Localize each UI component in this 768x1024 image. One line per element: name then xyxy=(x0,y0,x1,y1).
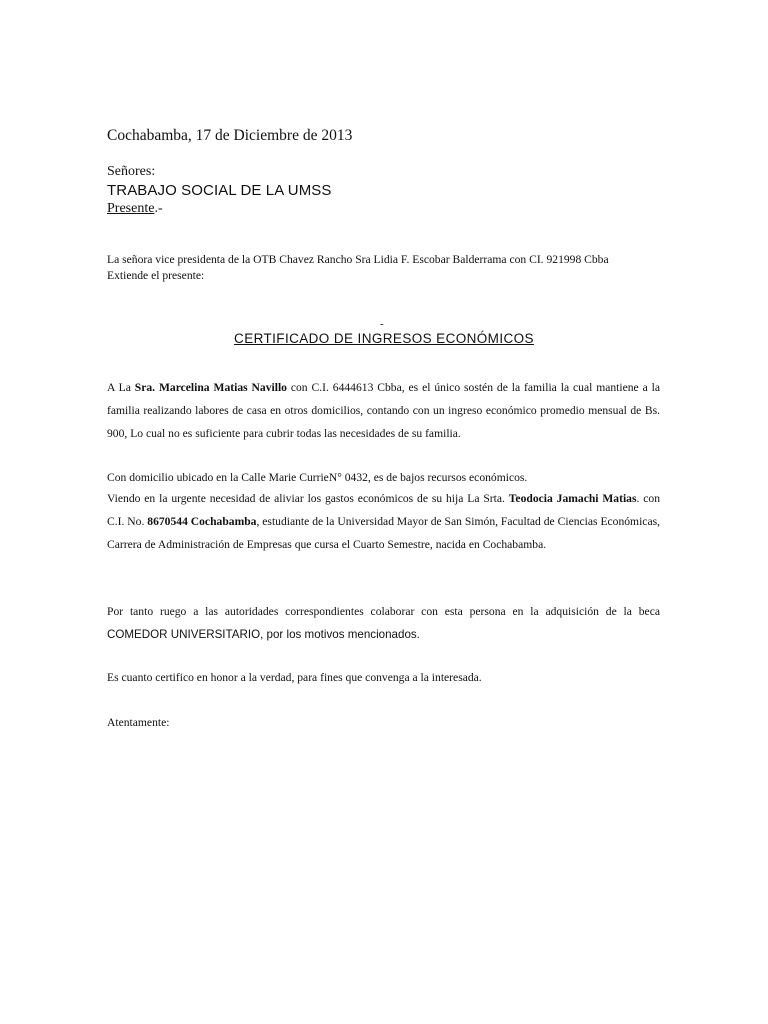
letter-date: Cochabamba, 17 de Diciembre de 2013 xyxy=(107,127,353,144)
presente-suffix: .- xyxy=(154,201,163,216)
intro-line-1: La señora vice presidenta de la OTB Chavez Rancho Sra Lidia F. Escobar Balderrama con CI. 921998 Cbba xyxy=(107,253,609,266)
p3-text-b: COMEDOR UNIVERSITARIO xyxy=(107,628,261,641)
closing: Atentamente: xyxy=(107,716,170,729)
paragraph-address: Con domicilio ubicado en la Calle Marie CurrieN° 0432, es de bajos recursos económicos. xyxy=(107,471,528,484)
presente-line xyxy=(107,201,163,217)
p3-text-c: , por los motivos mencionados. xyxy=(260,628,420,641)
document-title xyxy=(0,331,768,346)
salutation: Señores: xyxy=(107,164,156,179)
document-title-text: CERTIFICADO DE INGRESOS ECONÓMICOS xyxy=(234,331,534,346)
p1-text-b: con C.I. 6444613 Cbba, es el único sostén de la familia la cual mantiene a la familia realizando labores de casa en otros domicilios, contando con un ingreso económico promedio mensual de Bs. 900, Lo cual no es suficiente para cubrir todas las necesidades de su familia. xyxy=(107,381,661,440)
p1-text-a: A La xyxy=(107,381,135,394)
intro-line-2: Extiende el presente: xyxy=(107,269,205,282)
recipient: TRABAJO SOCIAL DE LA UMSS xyxy=(107,182,332,199)
p3-text-a: Por tanto ruego a las autoridades correspondientes colaborar con esta persona en la adquisición de la beca xyxy=(107,605,660,618)
paragraph-request xyxy=(107,600,660,646)
p2-text-b: . con C.I. No. xyxy=(107,492,660,528)
p1-name: Sra. Marcelina Matias Navillo xyxy=(134,381,287,394)
p2-ci: 8670544 Cochabamba xyxy=(147,515,257,528)
paragraph-income xyxy=(107,376,660,445)
paragraph-certify: Es cuanto certifico en honor a la verdad, para fines que convenga a la interesada. xyxy=(107,671,482,684)
p2-text-a: Viendo en la urgente necesidad de aliviar los gastos económicos de su hija La Srta. xyxy=(107,492,509,505)
p2-name: Teodocia Jamachi Matias xyxy=(508,492,637,505)
presente-word: Presente xyxy=(107,201,155,216)
paragraph-daughter xyxy=(107,487,660,556)
p2-text-c: , estudiante de la Universidad Mayor de San Simón, Facultad de Ciencias Económicas, Carrera de Administración de Empresas que cursa el Cuarto Semestre, nacida en Cochabamba. xyxy=(107,515,660,551)
title-dash: - xyxy=(380,318,384,330)
